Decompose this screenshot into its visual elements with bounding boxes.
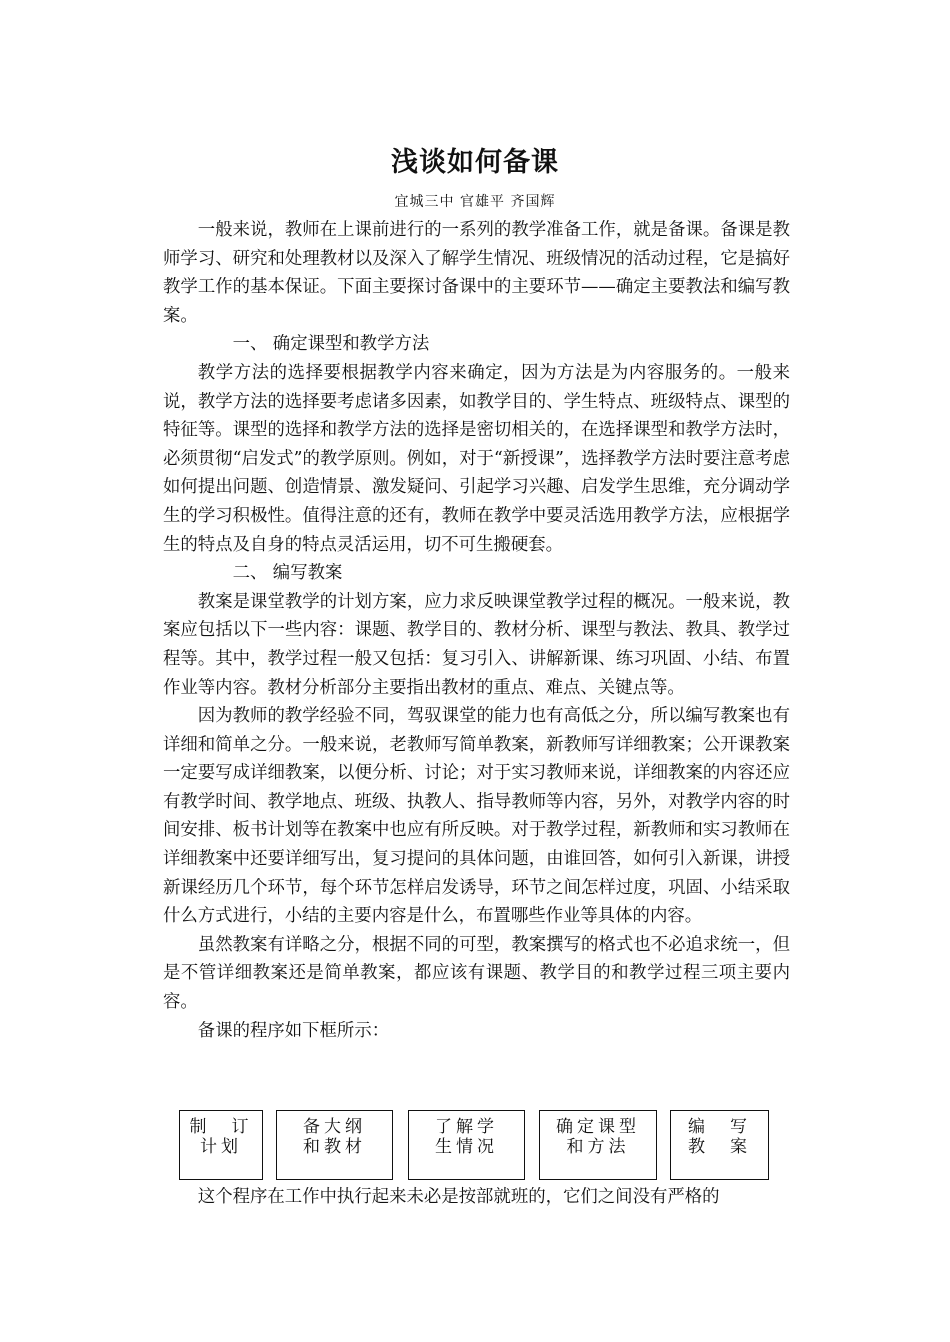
heading-number: 二、 xyxy=(232,563,268,584)
flow-box-line: 和教材 xyxy=(303,1137,366,1157)
flow-box-line: 制 订 xyxy=(189,1117,253,1137)
flow-box xyxy=(276,1110,393,1180)
flow-box-line: 教 案 xyxy=(688,1137,751,1157)
flow-box-line: 生情况 xyxy=(435,1137,498,1157)
flow-box xyxy=(539,1110,657,1180)
flow-box-line: 计划 xyxy=(200,1137,242,1157)
flow-box-line: 和方法 xyxy=(566,1137,630,1157)
flow-box xyxy=(408,1110,525,1180)
paragraph: 教学方法的选择要根据教学内容来确定，因为方法是为内容服务的。一般来说，教学方法的选择要考虑诸多因素，如教学目的、学生特点、班级特点、课型的特征等。课型的选择和教学方法的选择是密切相关的，在选择课型和教学方法时，必须贯彻“启发式”的教学原则。例如，对于“新授课”，选择教学方法时要注意考虑如何提出问题、创造情景、激发疑问、引起学习兴趣、启发学生思维，充分调动学生的学习积极性。值得注意的还有，教师在教学中要灵活选用教学方法，应根据学生的特点及自身的特点灵活运用，切不可生搬硬套。 xyxy=(163,362,790,555)
flow-box-line: 确定课型 xyxy=(556,1117,640,1137)
paragraph: 虽然教案有详略之分，根据不同的可型，教案撰写的格式也不必追求统一，但是不管详细教案还是简单教案，都应该有课题、教学目的和教学过程三项主要内容。 xyxy=(163,934,790,1013)
paragraph: 这个程序在工作中执行起来未必是按部就班的，它们之间没有严格的 xyxy=(197,1187,720,1207)
flow-box xyxy=(179,1110,263,1180)
lesson-prep-flow xyxy=(179,1110,779,1182)
section-heading xyxy=(163,330,790,359)
heading-number: 一、 xyxy=(232,334,268,355)
section-heading xyxy=(163,559,790,588)
paragraph: 备课的程序如下框所示： xyxy=(197,1020,390,1041)
flow-box-line: 了解学 xyxy=(435,1117,498,1137)
paragraph: 一般来说，教师在上课前进行的一系列的教学准备工作，就是备课。备课是教师学习、研究和处理教材以及深入了解学生情况、班级情况的活动过程，它是搞好教学工作的基本保证。下面主要探讨备课中的主要环节——确定主要教法和编写教案。 xyxy=(163,220,790,326)
paragraph: 教案是课堂教学的计划方案，应力求反映课堂教学过程的概况。一般来说，教案应包括以下一些内容：课题、教学目的、教材分析、课型与教法、教具、教学过程等。其中，教学过程一般又包括：复习引入、讲解新课、练习巩固、小结、布置作业等内容。教材分析部分主要指出教材的重点、难点、关键点等。 xyxy=(163,591,790,698)
flow-box xyxy=(670,1110,769,1180)
article-body xyxy=(163,216,790,1045)
page-title: 浅谈如何备课 xyxy=(391,147,559,178)
heading-text: 确定课型和教学方法 xyxy=(272,334,430,355)
author-line: 宜城三中 官雄平 齐国辉 xyxy=(394,194,556,210)
flow-box-line: 备大纲 xyxy=(303,1117,366,1137)
paragraph: 因为教师的教学经验不同，驾驭课堂的能力也有高低之分，所以编写教案也有详细和简单之分。一般来说，老教师写简单教案，新教师写详细教案；公开课教案一定要写成详细教案，以便分析、讨论；对于实习教师来说，详细教案的内容还应有教学时间、教学地点、班级、执教人、指导教师等内容，另外，对教学内容的时间安排、板书计划等在教案中也应有所反映。对于教学过程，新教师和实习教师在详细教案中还要详细写出，复习提问的具体问题，由谁回答，如何引入新课，讲授新课经历几个环节，每个环节怎样启发诱导，环节之间怎样过度，巩固、小结采取什么方式进行，小结的主要内容是什么，布置哪些作业等具体的内容。 xyxy=(163,706,790,927)
heading-text: 编写教案 xyxy=(272,563,343,584)
flow-box-line: 编 写 xyxy=(688,1117,751,1137)
